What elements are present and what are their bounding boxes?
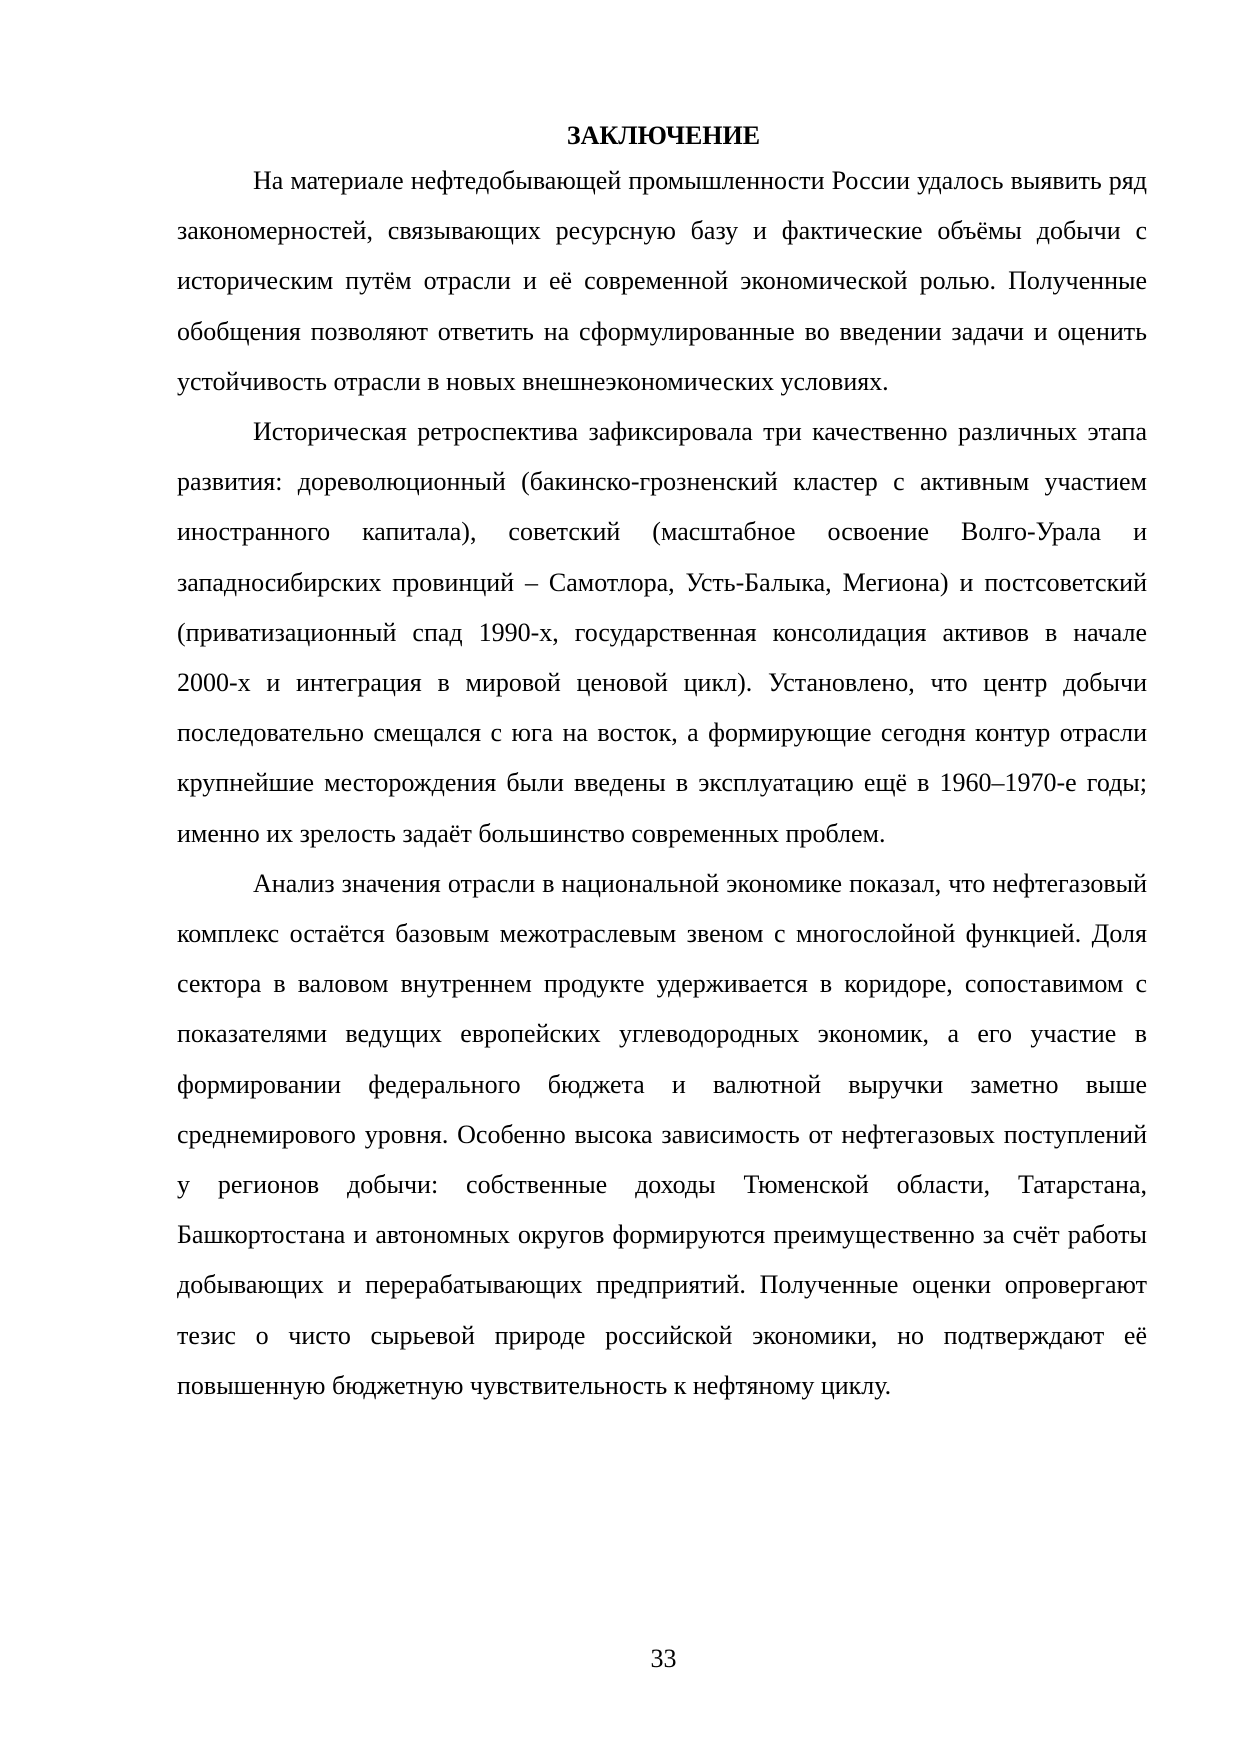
paragraph-economy: Анализ значения отрасли в национальной экономике показал, что нефтегазовый комплекс остаётся базовым межотраслевым звеном с многослойной функцией. Доля сектора в валовом внутреннем продукте удерживается в коридоре, сопоставимом с показателями ведущих европейских углеводородных экономик, а его участие в формировании федерального бюджета и валютной выручки заметно выше среднемирового уровня. Особенно высока зависимость от нефтегазовых поступлений у регионов добычи: собственные доходы Тюменской области, Татарстана, Башкортостана и автономных округов формируются преимущественно за счёт работы добывающих и перерабатывающих предприятий. Полученные оценки опровергают тезис о чисто сырьевой природе российской экономики, но подтверждают её повышенную бюджетную чувствительность к нефтяному циклу.	[177, 868, 1147, 1400]
paragraph-history: Историческая ретроспектива зафиксировала три качественно различных этапа развития: дореволюционный (бакинско-грозненский кластер с активным участием иностранного капитала), советский (масштабное освоение Волго-Урала и западносибирских провинций – Самотлора, Усть-Балыка, Мегиона) и постсоветский (приватизационный спад 1990-х, государственная консолидация активов в начале 2000-х и интеграция в мировой ценовой цикл). Установлено, что центр добычи последовательно смещался с юга на восток, а формирующие сегодня контур отрасли крупнейшие месторождения были введены в эксплуатацию ещё в 1960–1970-е годы; именно их зрелость задаёт большинство современных проблем.	[177, 417, 1147, 848]
paragraph-intro: На материале нефтедобывающей промышленности России удалось выявить ряд закономерностей, связывающих ресурсную базу и фактические объёмы добычи с историческим путём отрасли и её современной экономической ролью. Полученные обобщения позволяют ответить на сформулированные во введении задачи и оценить устойчивость отрасли в новых внешнеэкономических условиях.	[177, 166, 1147, 396]
body-text	[177, 156, 1147, 1411]
section-heading: ЗАКЛЮЧЕНИЕ	[566, 121, 761, 150]
page-number: 33	[650, 1644, 677, 1673]
